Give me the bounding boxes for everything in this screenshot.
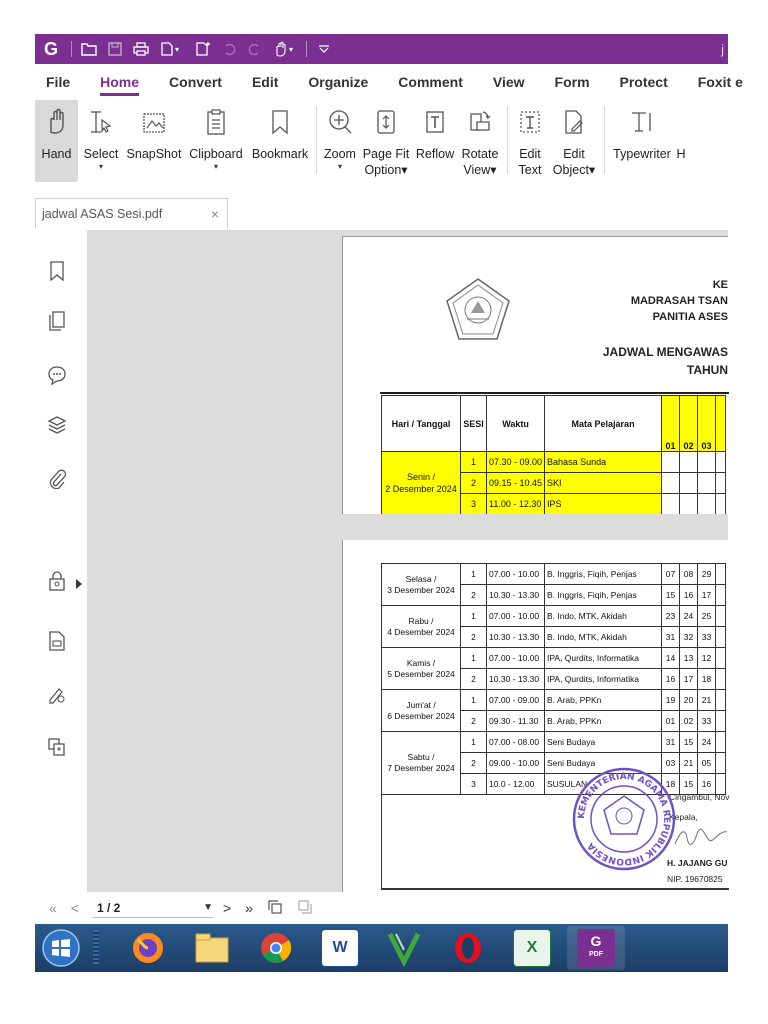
count-cell: 17 bbox=[680, 669, 698, 690]
edit-object-icon bbox=[562, 106, 586, 138]
mapel-cell: B. Indo, MTK, Akidah bbox=[545, 606, 662, 627]
highlight-button-partial[interactable] bbox=[675, 100, 687, 182]
count-cell: 29 bbox=[698, 564, 716, 585]
ribbon-separator bbox=[507, 106, 508, 174]
table-row bbox=[382, 690, 726, 711]
menu-protect[interactable]: Protect bbox=[619, 74, 668, 90]
taskbar-grip bbox=[93, 930, 99, 966]
security-panel-icon[interactable] bbox=[46, 570, 68, 592]
count-cell: 33 bbox=[698, 627, 716, 648]
count-cell: 14 bbox=[662, 648, 680, 669]
count-cell: 33 bbox=[698, 711, 716, 732]
separator bbox=[306, 41, 307, 57]
ribbon-separator bbox=[604, 106, 605, 174]
windows-taskbar bbox=[35, 924, 728, 972]
rotate-view-label: Rotate View▾ bbox=[461, 147, 499, 177]
excel-icon: X bbox=[513, 929, 551, 967]
navigation-panel bbox=[35, 230, 87, 892]
count-cell: 01 bbox=[662, 711, 680, 732]
count-cell: 16 bbox=[662, 669, 680, 690]
zoom-icon bbox=[327, 106, 353, 138]
chrome-icon bbox=[258, 930, 294, 966]
previous-page-icon[interactable]: < bbox=[70, 900, 79, 916]
hand-label: Hand bbox=[41, 147, 72, 161]
count-cell: 03 bbox=[662, 753, 680, 774]
mapel-cell: Seni Budaya bbox=[545, 732, 662, 753]
vim-icon bbox=[386, 930, 422, 966]
schedule-table-page2 bbox=[381, 563, 726, 795]
header-rule bbox=[380, 392, 729, 394]
table-row bbox=[382, 732, 726, 753]
foxit-logo-icon[interactable]: G bbox=[43, 38, 58, 59]
firefox-icon bbox=[130, 930, 166, 966]
waktu-cell: 10.30 - 13.30 bbox=[487, 669, 545, 690]
excel-taskbar-button[interactable] bbox=[503, 926, 561, 970]
mapel-cell: Seni Budaya bbox=[545, 753, 662, 774]
zoom-button[interactable] bbox=[321, 100, 359, 182]
day-cell: Selasa / 3 Desember 2024 bbox=[382, 564, 461, 606]
waktu-cell: 09.30 - 11.30 bbox=[487, 711, 545, 732]
mapel-cell: SUSULAN bbox=[545, 774, 662, 795]
rotate-icon bbox=[468, 106, 492, 138]
separator bbox=[71, 41, 72, 57]
waktu-cell: 09.00 - 10.00 bbox=[487, 753, 545, 774]
waktu-cell: 07.00 - 10.00 bbox=[487, 648, 545, 669]
comments-panel-icon[interactable] bbox=[46, 364, 68, 386]
bookmark-label: Bookmark bbox=[251, 147, 309, 161]
col-header: Mata Pelajaran bbox=[545, 396, 662, 452]
hand-button[interactable] bbox=[35, 100, 78, 182]
undo-icon[interactable] bbox=[216, 34, 242, 64]
window-title: j bbox=[721, 41, 724, 57]
highlight-label: H bbox=[676, 147, 686, 161]
day-cell: Rabu / 4 Desember 2024 bbox=[382, 606, 461, 648]
previous-view-icon[interactable] bbox=[267, 899, 283, 918]
menu-foxit-esign[interactable]: Foxit e bbox=[697, 74, 743, 90]
footer-name: H. JAJANG GU bbox=[667, 858, 728, 868]
overflow-cell bbox=[716, 648, 726, 669]
select-icon bbox=[89, 106, 113, 138]
pages-panel-icon[interactable] bbox=[46, 310, 68, 332]
waktu-cell: 10.30 - 13.30 bbox=[487, 585, 545, 606]
day-cell: Sabtu / 7 Desember 2024 bbox=[382, 732, 461, 795]
opera-icon bbox=[450, 930, 486, 966]
day-cell: Senin / 2 Desember 2024 bbox=[382, 452, 461, 515]
menu-home[interactable]: Home bbox=[100, 74, 140, 90]
col-header: 01 bbox=[662, 396, 680, 452]
col-header: 03 bbox=[698, 396, 716, 452]
header-line-4: JADWAL MENGAWAS bbox=[602, 345, 728, 359]
redo-icon[interactable] bbox=[242, 34, 268, 64]
header-line-2: MADRASAH TSAN bbox=[630, 295, 728, 307]
table-header-row bbox=[382, 396, 726, 452]
waktu-cell: 07.00 - 09.00 bbox=[487, 690, 545, 711]
print-icon[interactable] bbox=[128, 34, 154, 64]
count-cell: 25 bbox=[698, 606, 716, 627]
customize-toolbar-icon[interactable] bbox=[311, 34, 337, 64]
select-button[interactable] bbox=[78, 100, 124, 182]
col-header: 02 bbox=[680, 396, 698, 452]
page-number-input[interactable] bbox=[93, 898, 213, 918]
vim-taskbar-button[interactable] bbox=[375, 926, 433, 970]
col-header bbox=[716, 396, 726, 452]
sesi-cell: 1 bbox=[461, 732, 487, 753]
bookmarks-panel-icon[interactable] bbox=[46, 260, 68, 282]
menu-organize[interactable]: Organize bbox=[308, 74, 369, 90]
select-dropdown-arrow[interactable]: ▾ bbox=[98, 162, 103, 171]
expand-panel-arrow-icon[interactable] bbox=[76, 579, 82, 589]
edit-text-label: Edit Text bbox=[518, 147, 542, 177]
typewriter-button[interactable] bbox=[609, 100, 675, 182]
insert-page-icon[interactable] bbox=[190, 34, 216, 64]
layers-panel-icon[interactable] bbox=[46, 414, 68, 436]
overflow-cell bbox=[716, 564, 726, 585]
clipboard-button[interactable] bbox=[184, 100, 248, 182]
status-bar bbox=[35, 894, 728, 922]
page-fit-label: Page Fit Option▾ bbox=[362, 147, 410, 177]
count-cell: 24 bbox=[680, 606, 698, 627]
hand-icon bbox=[45, 106, 69, 138]
overflow-cell bbox=[716, 585, 726, 606]
page-organizer-icon[interactable] bbox=[46, 736, 68, 758]
zoom-label: Zoom bbox=[324, 147, 356, 161]
edit-object-button[interactable] bbox=[548, 100, 600, 182]
count-cell: 15 bbox=[680, 774, 698, 795]
sesi-cell: 2 bbox=[461, 627, 487, 648]
sesi-cell: 1 bbox=[461, 606, 487, 627]
sesi-cell: 2 bbox=[461, 711, 487, 732]
bookmark-icon bbox=[270, 106, 290, 138]
count-cell: 07 bbox=[662, 564, 680, 585]
col-header: SESI bbox=[461, 396, 487, 452]
footer-nip: NIP. 19670825 bbox=[667, 874, 723, 884]
count-cell: 02 bbox=[680, 711, 698, 732]
snapshot-button[interactable] bbox=[124, 100, 184, 182]
school-emblem-icon bbox=[445, 277, 511, 343]
sesi-cell: 3 bbox=[461, 774, 487, 795]
count-cell: 31 bbox=[662, 627, 680, 648]
new-document-icon[interactable] bbox=[154, 34, 190, 64]
word-icon: W bbox=[321, 929, 359, 967]
waktu-cell: 07.00 - 10.00 bbox=[487, 606, 545, 627]
overflow-cell bbox=[716, 627, 726, 648]
count-cell: 21 bbox=[680, 753, 698, 774]
count-cell: 08 bbox=[680, 564, 698, 585]
waktu-cell: 10.0 - 12.00 bbox=[487, 774, 545, 795]
mapel-cell: IPS bbox=[545, 494, 662, 515]
page-fit-option-button[interactable] bbox=[359, 100, 413, 182]
waktu-cell: 10.30 - 13.30 bbox=[487, 627, 545, 648]
footer-title: Kepala, bbox=[669, 812, 698, 822]
waktu-cell: 07.00 - 08.00 bbox=[487, 732, 545, 753]
waktu-cell: 11.00 - 12.30 bbox=[487, 494, 545, 515]
document-tab[interactable] bbox=[35, 198, 228, 228]
svg-text:▾: ▾ bbox=[289, 45, 294, 54]
waktu-cell: 09.15 - 10.45 bbox=[487, 473, 545, 494]
count-cell: 05 bbox=[698, 753, 716, 774]
signature-scribble bbox=[673, 824, 729, 850]
reflow-icon bbox=[424, 106, 446, 138]
menu-comment[interactable]: Comment bbox=[398, 74, 463, 90]
menu-file[interactable]: File bbox=[46, 74, 71, 90]
bookmark-button[interactable] bbox=[248, 100, 312, 182]
col-header: Hari / Tanggal bbox=[382, 396, 461, 452]
open-folder-icon[interactable] bbox=[76, 34, 102, 64]
mapel-cell: Bahasa Sunda bbox=[545, 452, 662, 473]
menu-form[interactable]: Form bbox=[554, 74, 590, 90]
edit-object-label: Edit Object▾ bbox=[552, 147, 596, 177]
count-cell: 23 bbox=[662, 606, 680, 627]
header-line-1: KE bbox=[712, 279, 728, 291]
zoom-dropdown-arrow[interactable]: ▾ bbox=[337, 162, 342, 171]
file-explorer-taskbar-button[interactable] bbox=[183, 926, 241, 970]
overflow-cell bbox=[716, 711, 726, 732]
mapel-cell: B. Arab, PPKn bbox=[545, 711, 662, 732]
mapel-cell: IPA, Qurdits, Informatika bbox=[545, 669, 662, 690]
clipboard-icon bbox=[204, 106, 228, 138]
menu-bar bbox=[35, 66, 743, 98]
col-header: Waktu bbox=[487, 396, 545, 452]
sesi-cell: 2 bbox=[461, 585, 487, 606]
table-row bbox=[382, 648, 726, 669]
foxit-pdf-icon: G PDF bbox=[577, 929, 615, 967]
attachments-panel-icon[interactable] bbox=[46, 468, 68, 490]
count-cell: 24 bbox=[698, 732, 716, 753]
last-page-icon[interactable]: » bbox=[245, 900, 253, 916]
sesi-cell: 1 bbox=[461, 452, 487, 473]
document-tab-title: jadwal ASAS Sesi.pdf bbox=[42, 206, 163, 221]
count-cell: 16 bbox=[680, 585, 698, 606]
edit-text-icon bbox=[518, 106, 542, 138]
page-number-value: 1 / 2 bbox=[96, 900, 121, 915]
page-gap bbox=[342, 514, 728, 540]
table-row bbox=[382, 564, 726, 585]
count-cell: 32 bbox=[680, 627, 698, 648]
table-row bbox=[382, 452, 726, 473]
close-tab-icon[interactable]: × bbox=[210, 205, 219, 222]
mapel-cell: B. Inggris, Fiqih, Penjas bbox=[545, 585, 662, 606]
opera-taskbar-button[interactable] bbox=[439, 926, 497, 970]
snapshot-label: SnapShot bbox=[126, 147, 182, 161]
clipboard-label: Clipboard bbox=[189, 147, 243, 161]
day-cell: Kamis / 5 Desember 2024 bbox=[382, 648, 461, 690]
svg-text:KEMENTERIAN AGAMA REPUBLIK IND: KEMENTERIAN AGAMA REPUBLIK INDONESIA bbox=[576, 771, 672, 867]
pdf-page-2 bbox=[342, 540, 728, 892]
overflow-cell bbox=[716, 732, 726, 753]
page-dropdown-arrow-icon[interactable]: ▼ bbox=[203, 902, 213, 913]
count-cell: 16 bbox=[698, 774, 716, 795]
sesi-cell: 1 bbox=[461, 564, 487, 585]
mapel-cell: B. Inggris, Fiqih, Penjas bbox=[545, 564, 662, 585]
count-cell: 18 bbox=[662, 774, 680, 795]
chrome-taskbar-button[interactable] bbox=[247, 926, 305, 970]
rotate-view-button[interactable] bbox=[457, 100, 503, 182]
count-cell: 12 bbox=[698, 648, 716, 669]
foxit-pdf-taskbar-button[interactable] bbox=[567, 926, 625, 970]
sesi-cell: 2 bbox=[461, 669, 487, 690]
select-label: Select bbox=[83, 147, 119, 161]
schedule-table-page1 bbox=[381, 395, 726, 515]
reflow-button[interactable] bbox=[413, 100, 457, 182]
firefox-taskbar-button[interactable] bbox=[119, 926, 177, 970]
ribbon-separator bbox=[316, 106, 317, 174]
start-button[interactable] bbox=[35, 926, 87, 970]
pdf-page-1 bbox=[342, 236, 728, 514]
count-cell: 13 bbox=[680, 648, 698, 669]
signature-panel-icon[interactable] bbox=[46, 684, 68, 706]
sesi-cell: 3 bbox=[461, 494, 487, 515]
mapel-cell: B. Arab, PPKn bbox=[545, 690, 662, 711]
official-stamp bbox=[569, 764, 679, 874]
overflow-cell bbox=[716, 669, 726, 690]
header-line-5: TAHUN bbox=[686, 363, 728, 377]
count-cell: 20 bbox=[680, 690, 698, 711]
menu-convert[interactable]: Convert bbox=[169, 74, 222, 90]
footer-place-date: Cingambul, Nov bbox=[669, 792, 730, 802]
table-row bbox=[382, 606, 726, 627]
day-cell: Jum'at / 6 Desember 2024 bbox=[382, 690, 461, 732]
waktu-cell: 07.30 - 09.00 bbox=[487, 452, 545, 473]
count-cell: 18 bbox=[698, 669, 716, 690]
mapel-cell: IPA, Qurdits, Informatika bbox=[545, 648, 662, 669]
header-line-3: PANITIA ASES bbox=[652, 311, 728, 323]
save-icon[interactable] bbox=[102, 34, 128, 64]
sesi-cell: 1 bbox=[461, 648, 487, 669]
sesi-cell: 2 bbox=[461, 473, 487, 494]
windows-logo-icon bbox=[41, 928, 81, 968]
word-taskbar-button[interactable] bbox=[311, 926, 369, 970]
overflow-cell bbox=[716, 690, 726, 711]
mapel-cell: B. Indo, MTK, Akidah bbox=[545, 627, 662, 648]
count-cell: 19 bbox=[662, 690, 680, 711]
count-cell: 31 bbox=[662, 732, 680, 753]
sesi-cell: 2 bbox=[461, 753, 487, 774]
folder-icon bbox=[192, 930, 232, 966]
count-cell: 15 bbox=[680, 732, 698, 753]
file-attachment-icon[interactable] bbox=[46, 630, 68, 652]
first-page-icon[interactable]: « bbox=[49, 900, 57, 916]
next-page-icon[interactable]: > bbox=[222, 900, 232, 916]
page-fit-icon bbox=[375, 106, 397, 138]
typewriter-label: Typewriter bbox=[613, 147, 671, 161]
mapel-cell: SKI bbox=[545, 473, 662, 494]
typewriter-icon bbox=[629, 106, 655, 138]
count-cell: 17 bbox=[698, 585, 716, 606]
svg-text:▾: ▾ bbox=[175, 45, 180, 54]
menu-view[interactable]: View bbox=[492, 74, 525, 90]
sesi-cell: 1 bbox=[461, 690, 487, 711]
count-cell: 21 bbox=[698, 690, 716, 711]
hand-tool-icon[interactable] bbox=[268, 34, 302, 64]
next-view-icon[interactable] bbox=[297, 899, 313, 918]
snapshot-icon bbox=[141, 106, 167, 138]
count-cell: 15 bbox=[662, 585, 680, 606]
ribbon-toolbar bbox=[35, 100, 728, 186]
waktu-cell: 07.00 - 10.00 bbox=[487, 564, 545, 585]
edit-text-button[interactable] bbox=[512, 100, 548, 182]
title-bar bbox=[35, 34, 728, 64]
clipboard-dropdown-arrow[interactable]: ▾ bbox=[213, 162, 218, 171]
overflow-cell bbox=[716, 606, 726, 627]
menu-edit[interactable]: Edit bbox=[251, 74, 279, 90]
reflow-label: Reflow bbox=[415, 147, 455, 161]
